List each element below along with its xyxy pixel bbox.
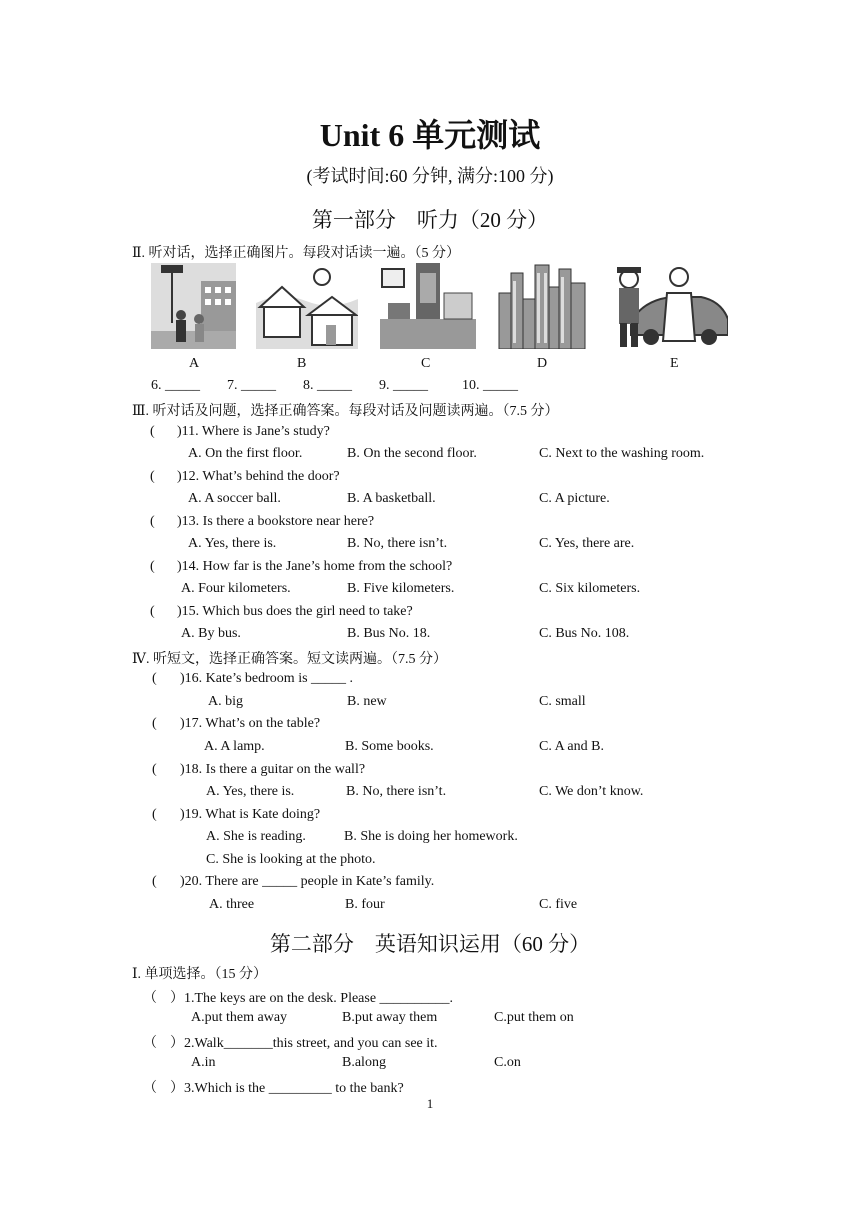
mc2-stem: ）2.Walk_______this street, and you can see it. [170, 1036, 438, 1051]
mc2-option-c: C.on [494, 1055, 521, 1070]
q11-stem: )11. Where is Jane’s study? [177, 424, 330, 439]
q20-option-a: A. three [209, 897, 255, 912]
mc1-option-c: C.put them on [494, 1010, 574, 1025]
q19-option-b: B. She is doing her homework. [344, 829, 518, 844]
page-number: 1 [426, 1096, 434, 1111]
q12-paren: ( [150, 469, 155, 484]
q13-option-b: B. No, there isn’t. [347, 536, 448, 551]
q16-option-c: C. small [539, 694, 586, 709]
picture-b-houses [256, 263, 358, 349]
part1-heading: 第一部分 听力（20 分） [311, 208, 549, 232]
q18-stem: )18. Is there a guitar on the wall? [180, 762, 366, 777]
picture-e-police-car [611, 263, 728, 349]
q14-option-c: C. Six kilometers. [539, 581, 641, 596]
q16-paren: ( [152, 671, 157, 686]
q14-option-a: A. Four kilometers. [181, 581, 291, 596]
q12-stem: )12. What’s behind the door? [177, 469, 340, 484]
q19-option-a: A. She is reading. [206, 829, 306, 844]
q13-paren: ( [150, 514, 155, 529]
q13-option-a: A. Yes, there is. [188, 536, 277, 551]
q16-stem: )16. Kate’s bedroom is _____ . [180, 671, 354, 686]
q14-option-b: B. Five kilometers. [347, 581, 455, 596]
q15-option-b: B. Bus No. 18. [347, 626, 431, 641]
mc1-option-b: B.put away them [342, 1010, 438, 1025]
q17-option-a: A. A lamp. [204, 739, 265, 754]
mc3-paren: （ [143, 1081, 157, 1096]
q12-option-a: A. A soccer ball. [188, 491, 281, 506]
q11-paren: ( [150, 424, 155, 439]
q15-paren: ( [150, 604, 155, 619]
mc3-stem: ）3.Which is the _________ to the bank? [170, 1081, 404, 1096]
q12-option-b: B. A basketball. [347, 491, 436, 506]
answer-blank-10: 10. _____ [462, 378, 518, 393]
q15-stem: )15. Which bus does the girl need to take? [177, 604, 413, 619]
q17-stem: )17. What’s on the table? [180, 716, 321, 731]
picture-label-c: C [421, 356, 431, 371]
q16-option-b: B. new [347, 694, 387, 709]
mc1-option-a: A.put them away [191, 1010, 288, 1025]
q11-option-c: C. Next to the washing room. [539, 446, 705, 461]
picture-d-city-buildings [497, 263, 587, 349]
q15-option-a: A. By bus. [181, 626, 241, 641]
q18-option-a: A. Yes, there is. [206, 784, 295, 799]
exam-info: (考试时间:60 分钟, 满分:100 分) [306, 166, 554, 186]
picture-label-e: E [670, 356, 679, 371]
q13-option-c: C. Yes, there are. [539, 536, 635, 551]
picture-label-b: B [297, 356, 307, 371]
picture-a-traffic-police [151, 263, 236, 349]
q11-option-b: B. On the second floor. [347, 446, 477, 461]
q20-option-c: C. five [539, 897, 578, 912]
q19-option-c: C. She is looking at the photo. [206, 852, 376, 867]
page-title: Unit 6 单元测试 [319, 117, 541, 153]
picture-label-d: D [537, 356, 548, 371]
q20-stem: )20. There are _____ people in Kate’s family. [180, 874, 435, 889]
section2-heading: Ⅱ. 听对话，选择正确图片。每段对话读一遍。（5 分） [132, 246, 461, 261]
q17-option-b: B. Some books. [345, 739, 434, 754]
q14-paren: ( [150, 559, 155, 574]
q17-option-c: C. A and B. [539, 739, 604, 754]
q19-paren: ( [152, 807, 157, 822]
section3-heading: Ⅲ. 听对话及问题，选择正确答案。每段对话及问题读两遍。（7.5 分） [132, 404, 559, 419]
q15-option-c: C. Bus No. 108. [539, 626, 630, 641]
q16-option-a: A. big [208, 694, 243, 709]
q19-stem: )19. What is Kate doing? [180, 807, 321, 822]
section1-heading: Ⅰ. 单项选择。（15 分） [132, 967, 268, 982]
answer-blank-6: 6. _____ [151, 378, 200, 393]
mc1-paren: （ [143, 991, 157, 1006]
q20-paren: ( [152, 874, 157, 889]
q18-paren: ( [152, 762, 157, 777]
section4-heading: Ⅳ. 听短文，选择正确答案。短文读两遍。（7.5 分） [132, 652, 447, 667]
picture-label-a: A [189, 356, 200, 371]
q13-stem: )13. Is there a bookstore near here? [177, 514, 375, 529]
part2-heading: 第二部分 英语知识运用（60 分） [269, 932, 591, 956]
q12-option-c: C. A picture. [539, 491, 610, 506]
q18-option-c: C. We don’t know. [539, 784, 644, 799]
q17-paren: ( [152, 716, 157, 731]
mc2-option-b: B.along [342, 1055, 386, 1070]
answer-blank-8: 8. _____ [303, 378, 352, 393]
q20-option-b: B. four [345, 897, 385, 912]
answer-blank-9: 9. _____ [379, 378, 428, 393]
q14-stem: )14. How far is the Jane’s home from the school? [177, 559, 453, 574]
q11-option-a: A. On the first floor. [188, 446, 303, 461]
mc1-stem: ）1.The keys are on the desk. Please __________. [170, 991, 454, 1006]
q18-option-b: B. No, there isn’t. [346, 784, 447, 799]
mc2-paren: （ [143, 1036, 157, 1051]
picture-c-room [380, 263, 476, 349]
mc2-option-a: A.in [191, 1055, 216, 1070]
answer-blank-7: 7. _____ [227, 378, 276, 393]
